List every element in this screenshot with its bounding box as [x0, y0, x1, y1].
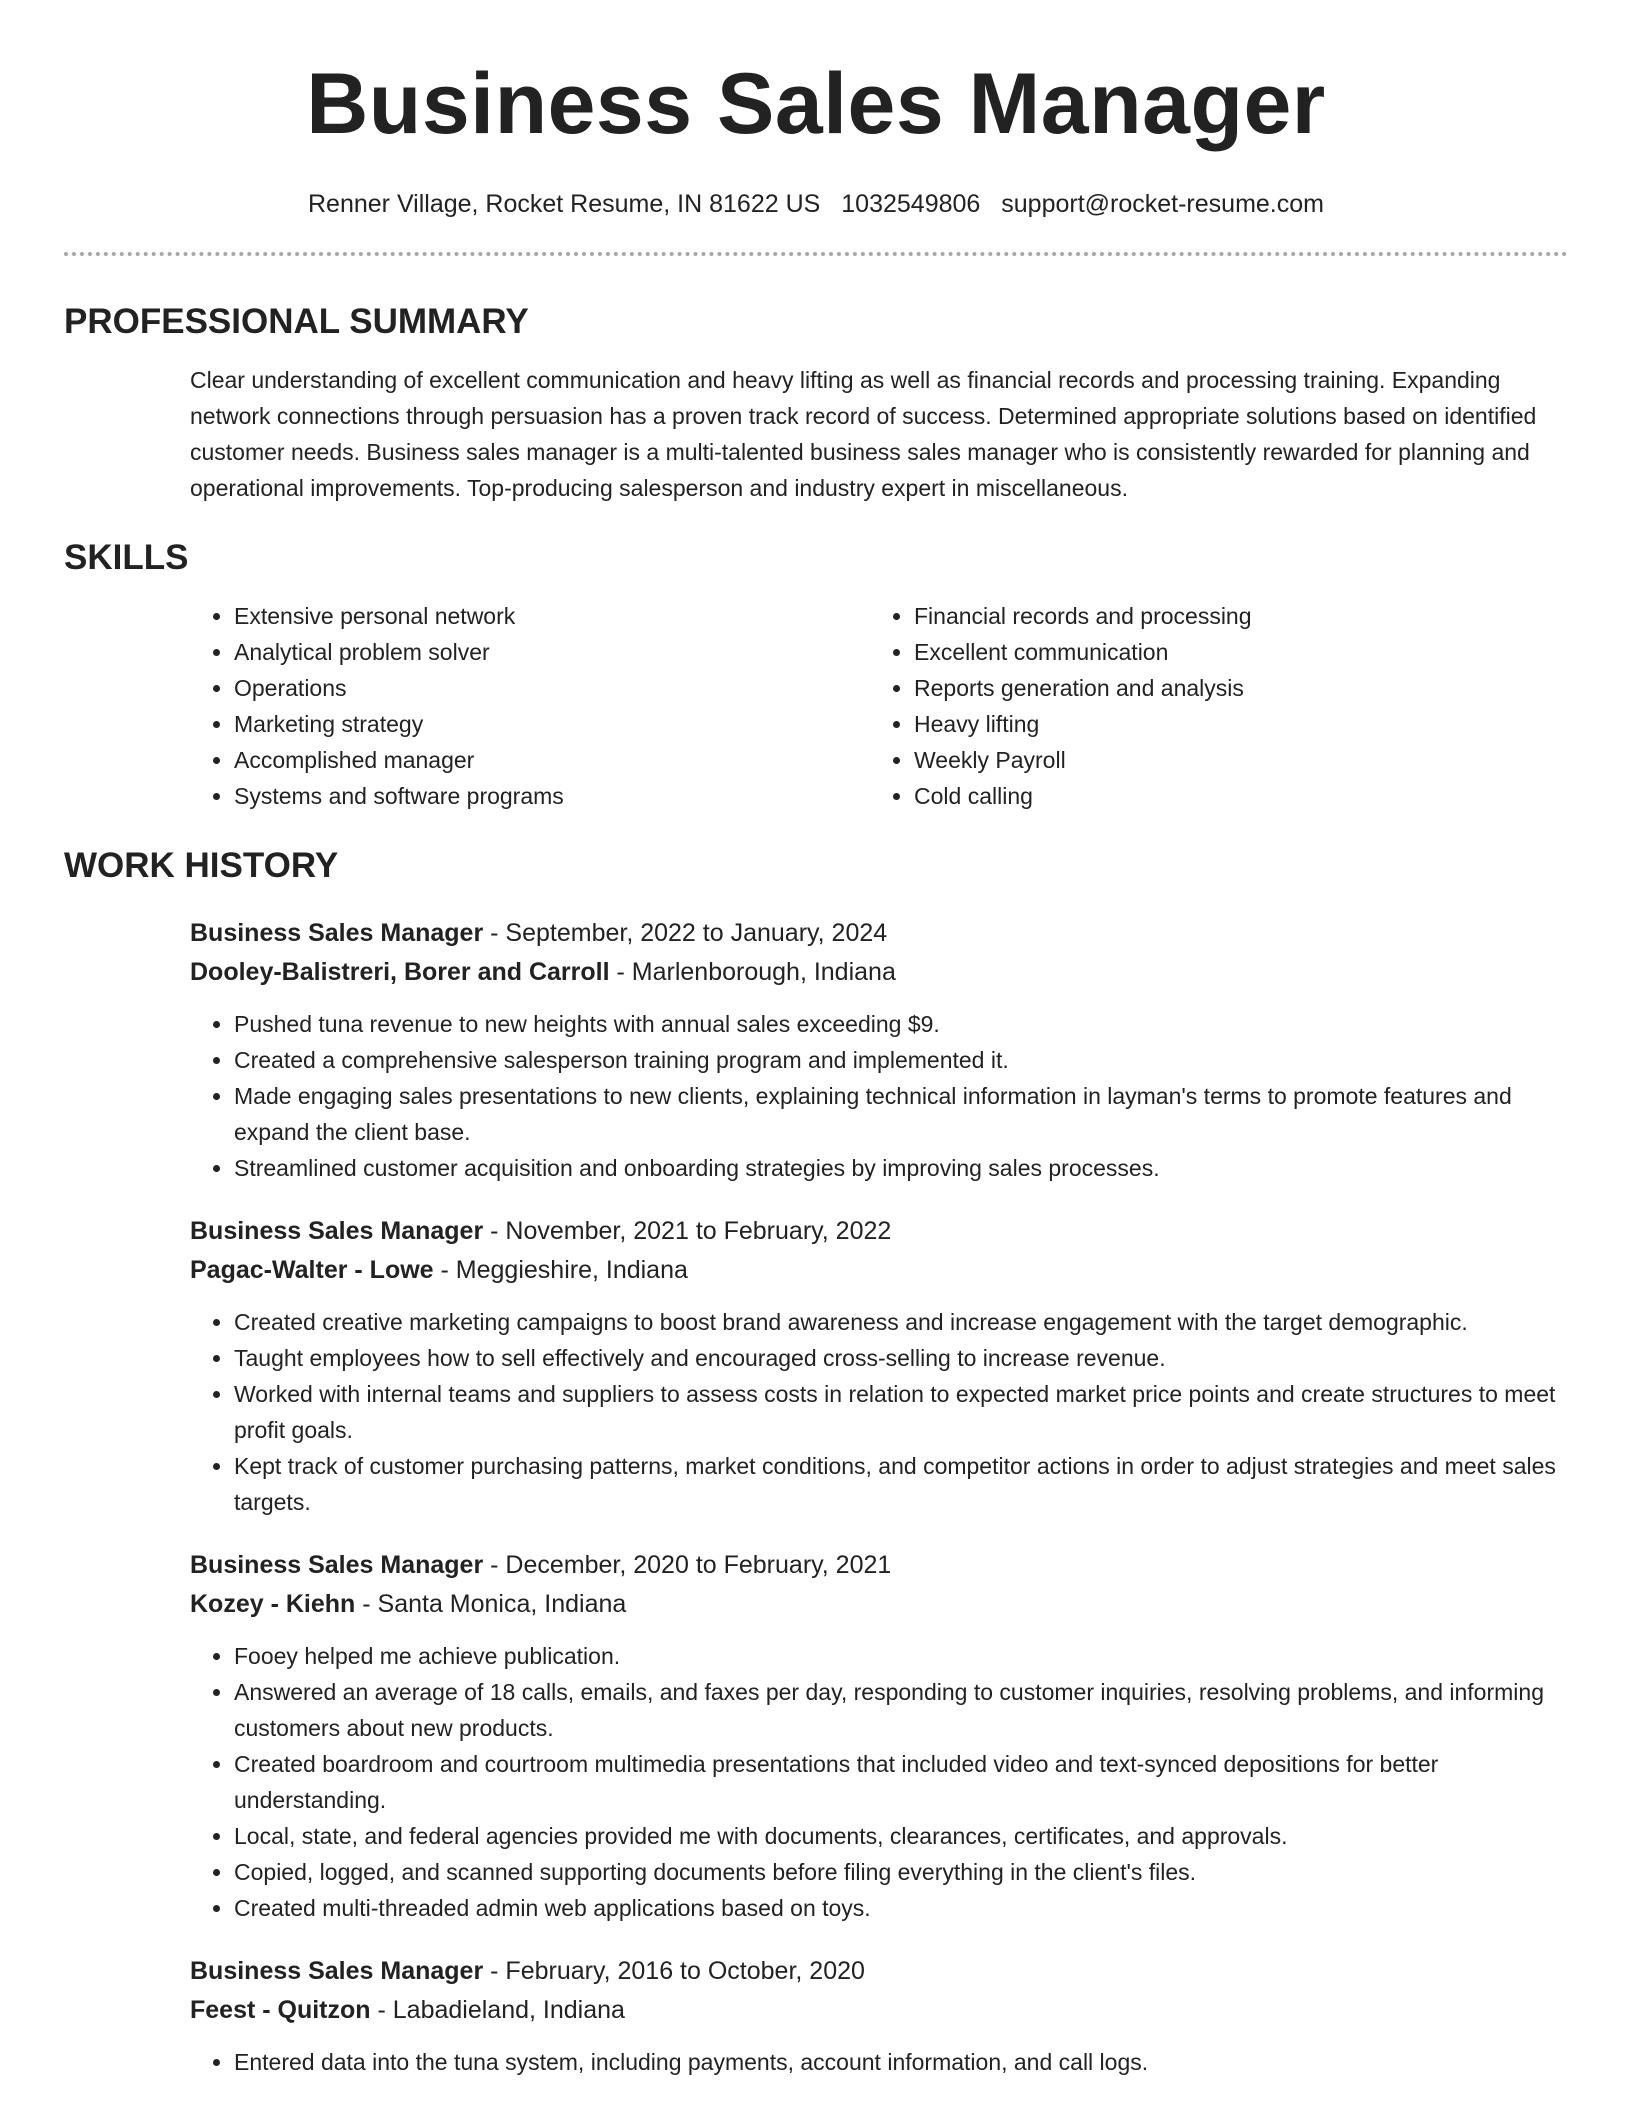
job-dates: - November, 2021 to February, 2022	[483, 1217, 892, 1245]
skills-column-right	[870, 598, 1550, 814]
job-bullet: • Worked with internal teams and suppliers to assess costs in relation to expected market price points and create structures to meet profit goals.	[234, 1376, 1568, 1448]
work-history-heading: WORK HISTORY	[64, 846, 339, 885]
job-company-line	[190, 1991, 1568, 2030]
job-dates: - February, 2016 to October, 2020	[483, 1957, 865, 1985]
header-divider	[64, 252, 1568, 256]
job-bullet: • Answered an average of 18 calls, emails, and faxes per day, responding to customer inquiries, resolving problems, and informing customers about new products.	[234, 1674, 1568, 1746]
skills-column-left	[190, 598, 870, 814]
job-title-line	[190, 1952, 1568, 1991]
skill-item: • Marketing strategy	[234, 706, 870, 742]
job-title-line	[190, 914, 1568, 953]
job-role: Business Sales Manager	[190, 1551, 484, 1579]
skill-item: • Cold calling	[914, 778, 1550, 814]
job-bullets	[190, 1304, 1568, 1520]
job-company: Dooley-Balistreri, Borer and Carroll	[190, 958, 610, 986]
job-company: Pagac-Walter - Lowe	[190, 1256, 434, 1284]
skill-item: • Excellent communication	[914, 634, 1550, 670]
job-company-line	[190, 1585, 1568, 1624]
job-bullet: • Created creative marketing campaigns to boost brand awareness and increase engagement with the target demographic.	[234, 1304, 1568, 1340]
job-bullets	[190, 2044, 1568, 2080]
job-bullet: • Entered data into the tuna system, including payments, account information, and call logs.	[234, 2044, 1568, 2080]
job-bullet: • Fooey helped me achieve publication.	[234, 1638, 1568, 1674]
job-bullet: • Created a comprehensive salesperson training program and implemented it.	[234, 1042, 1568, 1078]
job-entry	[190, 914, 1568, 1186]
job-company-line	[190, 1251, 1568, 1290]
contact-phone: 1032549806	[841, 190, 981, 218]
job-company: Kozey - Kiehn	[190, 1590, 356, 1618]
job-bullet: • Made engaging sales presentations to new clients, explaining technical information in layman's terms to promote features and expand the client base.	[234, 1078, 1568, 1150]
resume-name: Business Sales Manager	[306, 56, 1326, 152]
job-bullet: • Streamlined customer acquisition and onboarding strategies by improving sales processes.	[234, 1150, 1568, 1186]
skill-item: • Reports generation and analysis	[914, 670, 1550, 706]
skills-list	[190, 598, 1568, 814]
job-location: - Santa Monica, Indiana	[355, 1590, 627, 1618]
job-company-line	[190, 953, 1568, 992]
job-bullet: • Kept track of customer purchasing patterns, market conditions, and competitor actions in order to adjust strategies and meet sales targets.	[234, 1448, 1568, 1520]
summary-text: Clear understanding of excellent communication and heavy lifting as well as financial records and processing training. Expanding network connections through persuasion has a proven track record of success. Determined appropriate solutions based on identified customer needs. Business sales manager is a multi-talented business sales manager who is consistently rewarded for planning and operational improvements. Top-producing salesperson and industry expert in miscellaneous.	[190, 367, 1537, 501]
skills-heading: SKILLS	[64, 538, 189, 577]
job-bullets	[190, 1638, 1568, 1926]
skill-item: • Weekly Payroll	[914, 742, 1550, 778]
job-bullet: • Taught employees how to sell effectively and encouraged cross-selling to increase revenue.	[234, 1340, 1568, 1376]
job-entry	[190, 1952, 1568, 2080]
skill-item: • Operations	[234, 670, 870, 706]
job-bullet: • Pushed tuna revenue to new heights with annual sales exceeding $9.	[234, 1006, 1568, 1042]
contact-line	[64, 188, 1568, 220]
job-role: Business Sales Manager	[190, 1957, 484, 1985]
job-bullet: • Created boardroom and courtroom multimedia presentations that included video and text-synced depositions for better understanding.	[234, 1746, 1568, 1818]
job-bullets	[190, 1006, 1568, 1186]
skill-item: • Analytical problem solver	[234, 634, 870, 670]
job-title-line	[190, 1546, 1568, 1585]
job-entry	[190, 1546, 1568, 1926]
job-location: - Labadieland, Indiana	[370, 1996, 625, 2024]
job-bullet: • Created multi-threaded admin web applications based on toys.	[234, 1890, 1568, 1926]
skill-item: • Systems and software programs	[234, 778, 870, 814]
job-location: - Meggieshire, Indiana	[433, 1256, 688, 1284]
summary-heading: PROFESSIONAL SUMMARY	[64, 302, 529, 341]
job-bullet: • Local, state, and federal agencies provided me with documents, clearances, certificates, and approvals.	[234, 1818, 1568, 1854]
contact-address: Renner Village, Rocket Resume, IN 81622 US	[308, 190, 821, 218]
job-title-line	[190, 1212, 1568, 1251]
job-entry	[190, 1212, 1568, 1520]
job-dates: - December, 2020 to February, 2021	[483, 1551, 892, 1579]
skill-item: • Extensive personal network	[234, 598, 870, 634]
job-bullet: • Copied, logged, and scanned supporting documents before filing everything in the client's files.	[234, 1854, 1568, 1890]
skill-item: • Accomplished manager	[234, 742, 870, 778]
job-location: - Marlenborough, Indiana	[609, 958, 896, 986]
job-dates: - September, 2022 to January, 2024	[483, 919, 888, 947]
job-company: Feest - Quitzon	[190, 1996, 371, 2024]
contact-email: support@rocket-resume.com	[1001, 190, 1324, 218]
job-role: Business Sales Manager	[190, 1217, 484, 1245]
skill-item: • Financial records and processing	[914, 598, 1550, 634]
skill-item: • Heavy lifting	[914, 706, 1550, 742]
job-role: Business Sales Manager	[190, 919, 484, 947]
